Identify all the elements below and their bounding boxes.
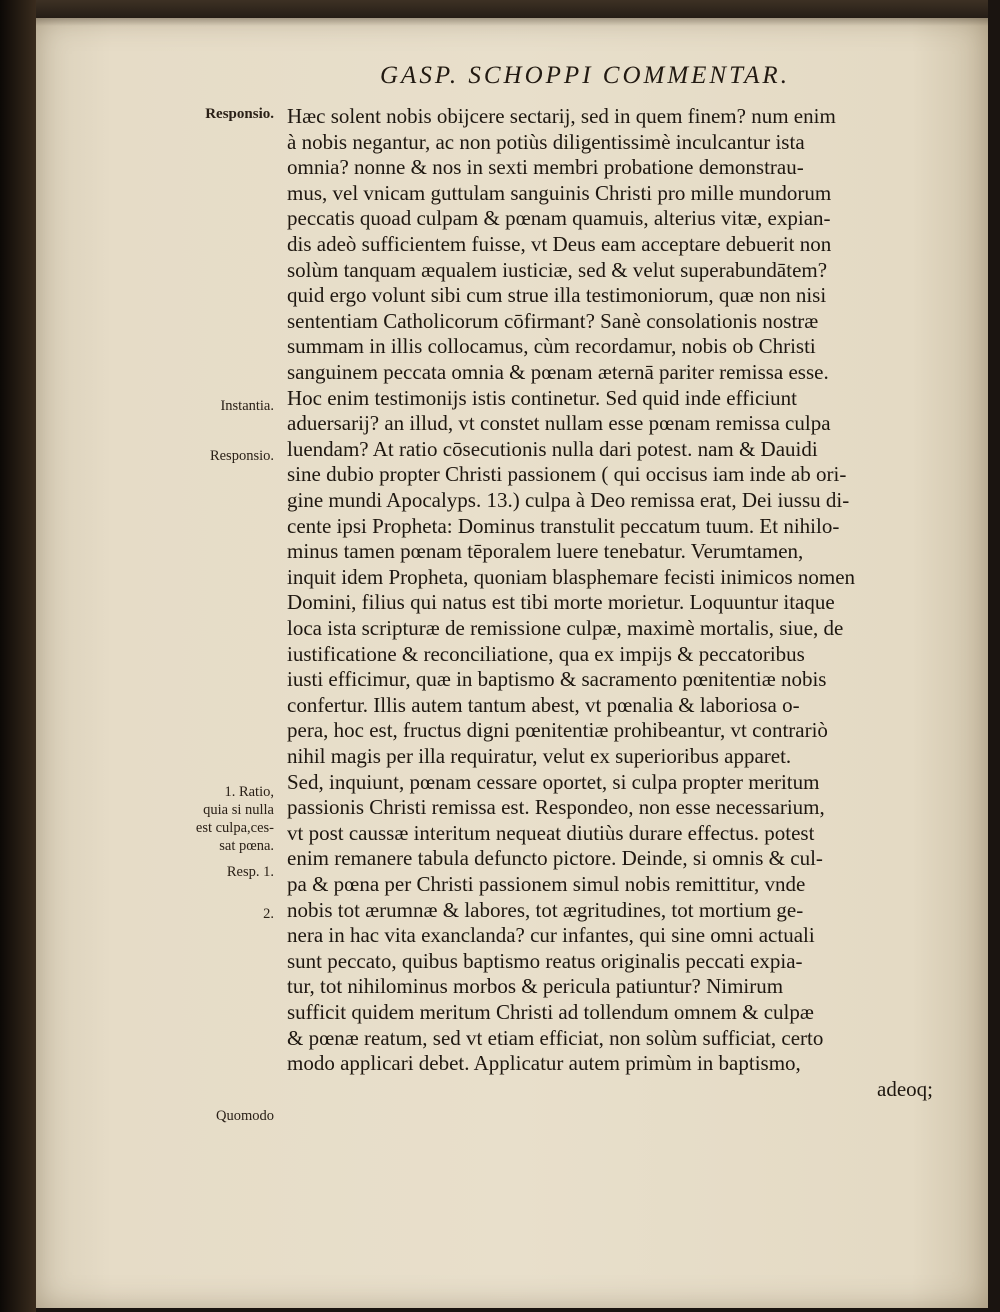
text-line: minus tamen pœnam tēporalem luere tenebatur. Verumtamen,: [287, 539, 804, 564]
text-line: loca ista scripturæ de remissione culpæ, maximè mortalis, siue, de: [287, 616, 844, 640]
text-line: quid ergo volunt sibi cum strue illa testimoniorum, quæ non nisi: [287, 283, 827, 308]
running-header: GASP. SCHOPPI COMMENTAR.: [380, 62, 790, 89]
margin-note-responsio: Responsio.: [205, 106, 274, 122]
text-line: passionis Christi remissa est. Respondeo, non esse necessarium,: [287, 795, 825, 820]
margin-note-ratio-3: est culpa,ces-: [195, 820, 274, 836]
text-line: vt post caussæ interitum nequeat diutiùs durare effectus. potest: [287, 820, 815, 845]
text-line: & pœnæ reatum, sed vt etiam efficiat, non solùm sufficiat, certo: [287, 1025, 824, 1050]
text-line: Domini, filius qui natus est tibi morte morietur. Loquuntur itaque: [287, 590, 835, 615]
page-top-edge: [36, 0, 988, 26]
text-line: nihil magis per illa requiratur, velut ex superioribus apparet.: [287, 744, 792, 768]
binding-gutter: [0, 0, 36, 1312]
text-line: peccatis quoad culpam & pœnam quamuis, alterius vitæ, expian-: [287, 206, 831, 231]
text-line: pera, hoc est, fructus digni pœnitentiæ prohibeantur, vt contrariò: [287, 718, 828, 743]
text-line: à nobis negantur, ac non potiùs diligentissimè inculcantur ista: [287, 129, 805, 154]
text-line: inquit idem Propheta, quoniam blasphemare fecisti inimicos nomen: [287, 564, 856, 589]
text-line: tur, tot nihilominus morbos & pericula patiuntur? Nimirum: [287, 974, 784, 999]
text-line: gine mundi Apocalyps. 13.) culpa à Deo remissa erat, Dei iussu di-: [287, 488, 850, 512]
margin-note-instantia: Instantia.: [220, 398, 274, 414]
text-line: iustificatione & reconciliatione, qua ex impijs & peccatoribus: [287, 641, 805, 666]
text-line: confertur. Illis autem tantum abest, vt pœnalia & laboriosa o-: [287, 692, 800, 717]
text-line: mus, vel vnicam guttulam sanguinis Christi pro mille mundorum: [287, 180, 832, 205]
text-line: aduersarij? an illud, vt constet nullam esse pœnam remissa culpa: [287, 411, 831, 436]
text-line: luendam? At ratio cōsecutionis nulla dari potest. nam & Dauidi: [287, 436, 818, 461]
margin-note-quomodo: Quomodo: [216, 1108, 274, 1124]
text-line: adeoq;: [877, 1076, 933, 1101]
text-line: dis adeò sufficientem fuisse, vt Deus eam acceptare debuerit non: [287, 232, 832, 256]
text-line: cente ipsi Propheta: Dominus transtulit peccatum tuum. Et nihilo-: [287, 513, 840, 538]
text-line: enim remanere tabula defuncto pictore. Deinde, si omnis & cul-: [287, 846, 823, 871]
text-line: sine dubio propter Christi passionem ( qui occisus iam inde ab ori-: [287, 462, 847, 487]
text-line: nera in hac vita exanclanda? cur infantes, qui sine omni actuali: [287, 923, 815, 948]
text-line: sufficit quidem meritum Christi ad tollendum omnem & culpæ: [287, 1000, 814, 1024]
margin-note-resp-1: Resp. 1.: [226, 864, 274, 880]
text-line: Sed, inquiunt, pœnam cessare oportet, si culpa propter meritum: [287, 769, 820, 794]
text-line: pa & pœna per Christi passionem simul nobis remittitur, vnde: [287, 872, 806, 896]
margin-note-ratio-2: quia si nulla: [203, 802, 274, 818]
text-line: nobis tot ærumnæ & labores, tot ægritudines, tot mortium ge-: [287, 897, 804, 922]
text-line: sententiam Catholicorum cōfirmant? Sanè consolationis nostræ: [287, 308, 819, 333]
margin-note-responsio-2: Responsio.: [209, 448, 274, 464]
text-line: modo applicari debet. Applicatur autem primùm in baptismo,: [287, 1051, 801, 1076]
text-line: iusti efficimur, quæ in baptismo & sacramento pœnitentiæ nobis: [287, 667, 827, 692]
text-line: solùm tanquam æqualem iusticiæ, sed & velut superabundātem?: [287, 257, 828, 282]
text-line: sunt peccato, quibus baptismo reatus originalis peccati expia-: [287, 948, 803, 973]
margin-note-ratio-1: 1. Ratio,: [224, 784, 274, 800]
text-line: omnia? nonne & nos in sexti membri probatione demonstrau-: [287, 155, 804, 180]
text-line: Hoc enim testimonijs istis continetur. Sed quid inde efficiunt: [287, 385, 797, 410]
text-line: summam in illis collocamus, cùm recordamur, nobis ob Christi: [287, 334, 816, 359]
text-line: Hæc solent nobis obijcere sectarij, sed in quem finem? num enim: [287, 104, 836, 128]
margin-note-ratio-4: sat pœna.: [219, 838, 274, 854]
text-line: sanguinem peccata omnia & pœnam æternā pariter remissa esse.: [287, 360, 829, 384]
margin-note-2: 2.: [263, 906, 274, 922]
